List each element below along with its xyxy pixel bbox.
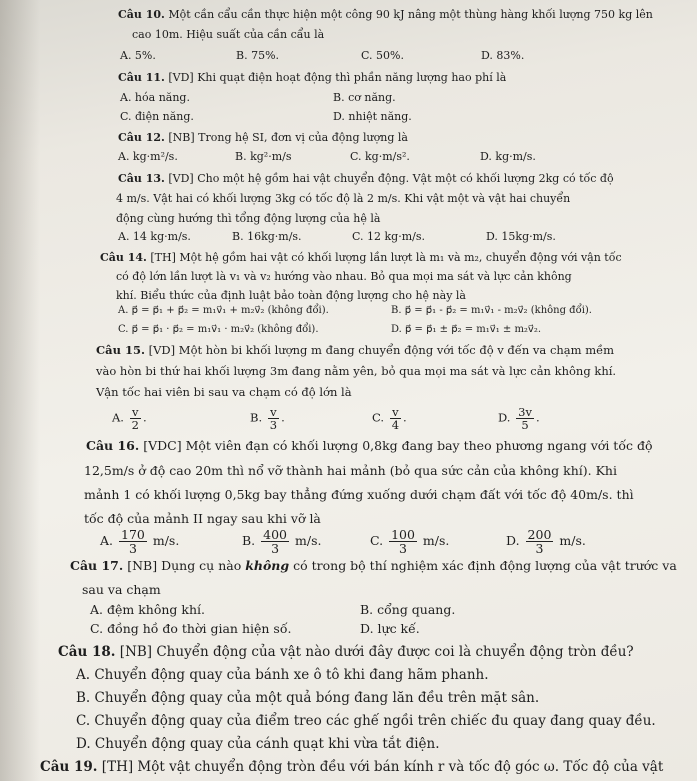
q16-b-unit: m/s. — [295, 533, 322, 549]
q17-option-d[interactable]: D. lực kế. — [360, 621, 420, 636]
q15-a-num: v — [132, 405, 139, 419]
q16-d-fraction — [526, 528, 554, 555]
q16-c-label: C. — [370, 533, 384, 549]
q16-text-line2: 12,5m/s ở độ cao 20m thì nổ vỡ thành hai mảnh (bỏ qua sức cản của không khí). Khi — [84, 463, 617, 478]
q19-line1 — [40, 759, 663, 775]
q14-text-line1: [TH] Một hệ gồm hai vật có khối lượng lần lượt là m₁ và m₂, chuyển động với vận tốc — [150, 251, 622, 264]
q10-option-c[interactable]: C. 50%. — [361, 49, 404, 62]
q14-text-line3: khí. Biểu thức của định luật bảo toàn động lượng cho hệ này là — [116, 289, 466, 302]
q12-line1 — [118, 131, 408, 144]
q10-text-line2: cao 10m. Hiệu suất của cần cẩu là — [132, 28, 325, 41]
q12-option-b[interactable]: B. kg²·m/s — [235, 150, 292, 163]
q11-option-b[interactable]: B. cơ năng. — [333, 91, 396, 104]
q15-d-den: 5 — [521, 418, 529, 433]
q11-number: Câu 11. — [118, 71, 165, 84]
q15-b-fraction — [268, 406, 279, 431]
q18-option-b[interactable]: B. Chuyển động quay của một quả bóng đang lăn đều trên mặt sân. — [76, 690, 540, 706]
q15-option-b[interactable]: B. $\frac{v}{3}$ . — [250, 405, 285, 433]
q16-d-label: D. — [506, 533, 520, 549]
q15-c-fraction — [390, 406, 401, 431]
q15-option-a[interactable]: A. $\frac{v}{2}$ . — [112, 405, 147, 433]
q14-option-c[interactable]: C. p⃗ = p⃗₁ · p⃗₂ = m₁v⃗₁ · m₂v⃗₂ (không đổi). — [118, 324, 319, 335]
q10-option-d[interactable]: D. 83%. — [481, 49, 525, 62]
q13-text-line2: 4 m/s. Vật hai có khối lượng 3kg có tốc độ là 2 m/s. Khi vật một và vật hai chuyển — [116, 192, 571, 205]
q19-number: Câu 19. — [40, 759, 98, 775]
q16-c-fraction — [389, 528, 417, 555]
q15-option-c[interactable]: C. $\frac{v}{4}$ . — [372, 405, 407, 433]
q15-b-label: B. — [250, 410, 263, 425]
q15-b-num: v — [270, 405, 277, 419]
q16-a-den: 3 — [128, 541, 137, 557]
q15-c-den: 4 — [391, 418, 400, 433]
q15-text-line3: Vận tốc hai viên bi sau va chạm có độ lớn là — [96, 385, 352, 399]
q18-line1 — [58, 644, 634, 660]
q10-option-b[interactable]: B. 75%. — [236, 49, 280, 62]
q16-text-line1: [VDC] Một viên đạn có khối lượng 0,8kg đang bay theo phương ngang với tốc độ — [143, 438, 653, 453]
q16-option-a[interactable] — [100, 528, 179, 555]
q13-line1 — [118, 172, 614, 185]
q18-text-line1: [NB] Chuyển động của vật nào dưới đây được coi là chuyển động tròn đều? — [119, 644, 634, 660]
q18-option-c[interactable]: C. Chuyển động quay của điểm treo các ghế ngồi trên chiếc đu quay đang quay đều. — [76, 713, 656, 729]
q17-number: Câu 17. — [70, 558, 124, 573]
q16-d-num: 200 — [527, 527, 552, 542]
q14-line1 — [100, 251, 622, 264]
q16-a-unit: m/s. — [152, 533, 180, 549]
q16-d-unit: m/s. — [559, 533, 586, 549]
q15-d-label: D. — [498, 410, 511, 425]
q17-option-a[interactable]: A. đệm không khí. — [90, 602, 205, 617]
q13-option-a[interactable]: A. 14 kg·m/s. — [118, 230, 191, 243]
q12-number: Câu 12. — [118, 131, 165, 144]
q12-option-c[interactable]: C. kg·m/s². — [350, 150, 410, 163]
q16-c-num: 100 — [391, 527, 415, 542]
q16-option-c[interactable] — [370, 528, 449, 555]
q13-option-c[interactable]: C. 12 kg·m/s. — [352, 230, 425, 243]
q16-number: Câu 16. — [86, 438, 140, 453]
q18-option-a[interactable]: A. Chuyển động quay của bánh xe ô tô khi đang hãm phanh. — [76, 667, 489, 683]
q12-option-a[interactable]: A. kg·m²/s. — [118, 150, 178, 163]
q13-option-b[interactable]: B. 16kg·m/s. — [232, 230, 302, 243]
q16-text-line3: mảnh 1 có khối lượng 0,5kg bay thẳng đứng xuống dưới chạm đất với tốc độ 40m/s. thì — [84, 487, 634, 502]
page-shadow — [0, 0, 40, 781]
q10-number: Câu 10. — [118, 8, 165, 21]
q16-a-fraction — [119, 528, 147, 555]
q17-text-line2: sau va chạm — [82, 582, 161, 597]
q11-text-line1: [VD] Khi quạt điện hoạt động thì phần năng lượng hao phí là — [168, 71, 507, 84]
q15-d-num: 3v — [518, 405, 532, 419]
q17-text-emphasis: không — [245, 558, 290, 573]
q14-option-b[interactable]: B. p⃗ = p⃗₁ - p⃗₂ = m₁v⃗₁ - m₂v⃗₂ (không đổi). — [391, 305, 592, 316]
q16-c-den: 3 — [399, 541, 407, 557]
q16-line1 — [86, 438, 652, 453]
q16-a-num: 170 — [121, 527, 145, 542]
q17-option-b[interactable]: B. cổng quang. — [360, 602, 456, 617]
q15-c-label: C. — [372, 410, 385, 425]
q15-text-line2: vào hòn bi thứ hai khối lượng 3m đang nằm yên, bỏ qua mọi ma sát và lực cản không khí. — [96, 364, 617, 378]
q15-a-fraction — [130, 406, 141, 431]
q10-option-a[interactable]: A. 5%. — [120, 49, 156, 62]
q16-option-b[interactable] — [242, 528, 321, 555]
q16-b-fraction — [261, 528, 289, 555]
q16-text-line4: tốc độ của mảnh II ngay sau khi vỡ là — [84, 511, 321, 526]
q15-line1 — [96, 343, 614, 357]
q13-text-line1: [VD] Cho một hệ gồm hai vật chuyển động. Vật một có khối lượng 2kg có tốc độ — [168, 172, 614, 185]
q15-b-den: 3 — [269, 418, 278, 433]
q12-text-line1: [NB] Trong hệ SI, đơn vị của động lượng là — [168, 131, 408, 144]
q11-option-c[interactable]: C. điện năng. — [120, 110, 194, 123]
q14-option-a[interactable]: A. p⃗ = p⃗₁ + p⃗₂ = m₁v⃗₁ + m₂v⃗₂ (không đổi). — [118, 305, 329, 316]
q11-option-a[interactable]: A. hóa năng. — [120, 91, 190, 104]
q13-text-line3: động cùng hướng thì tổng động lượng của hệ là — [116, 212, 381, 225]
q15-option-d[interactable]: D. $\frac{3v}{5}$ . — [498, 405, 540, 433]
q16-b-den: 3 — [271, 541, 280, 557]
q10-line1 — [118, 8, 653, 21]
q15-c-num: v — [392, 405, 399, 419]
q13-option-d[interactable]: D. 15kg·m/s. — [486, 230, 556, 243]
q17-option-c[interactable]: C. đồng hồ đo thời gian hiện số. — [90, 621, 292, 636]
q14-number: Câu 14. — [100, 251, 147, 264]
q19-text-line1: [TH] Một vật chuyển động tròn đều với bán kính r và tốc độ góc ω. Tốc độ của vật — [101, 759, 664, 775]
q10-text-line1: Một cần cẩu cần thực hiện một công 90 kJ nâng một thùng hàng khối lượng 750 kg lên — [168, 8, 653, 21]
q16-b-label: B. — [242, 533, 256, 549]
q16-option-d[interactable] — [506, 528, 586, 555]
q14-text-line2: có độ lớn lần lượt là v₁ và v₂ hướng vào nhau. Bỏ qua mọi ma sát và lực cản không — [116, 270, 572, 283]
q15-text-line1: [VD] Một hòn bi khối lượng m đang chuyển động với tốc độ v đến va chạm mềm — [148, 343, 615, 357]
q18-number: Câu 18. — [58, 644, 116, 660]
q13-number: Câu 13. — [118, 172, 165, 185]
q17-line1 — [70, 558, 677, 573]
q15-a-label: A. — [112, 410, 124, 425]
q14-option-d[interactable]: D. p⃗ = p⃗₁ ± p⃗₂ = m₁v⃗₁ ± m₂v⃗₂. — [391, 324, 542, 335]
q11-option-d[interactable]: D. nhiệt năng. — [333, 110, 412, 123]
q12-option-d[interactable]: D. kg·m/s. — [480, 150, 536, 163]
q17-text-part1: [NB] Dụng cụ nào — [127, 558, 246, 573]
q16-a-label: A. — [100, 533, 114, 549]
q16-c-unit: m/s. — [422, 533, 450, 549]
q17-text-part2: có trong bộ thí nghiệm xác định động lượng của vật trước va — [289, 558, 677, 573]
q15-a-den: 2 — [131, 418, 139, 433]
q15-d-fraction — [516, 406, 534, 431]
q18-option-d[interactable]: D. Chuyển động quay của cánh quạt khi vừa tắt điện. — [76, 736, 440, 752]
q16-d-den: 3 — [535, 541, 544, 557]
q11-line1 — [118, 71, 506, 84]
q16-b-num: 400 — [263, 527, 288, 542]
q15-number: Câu 15. — [96, 343, 145, 357]
